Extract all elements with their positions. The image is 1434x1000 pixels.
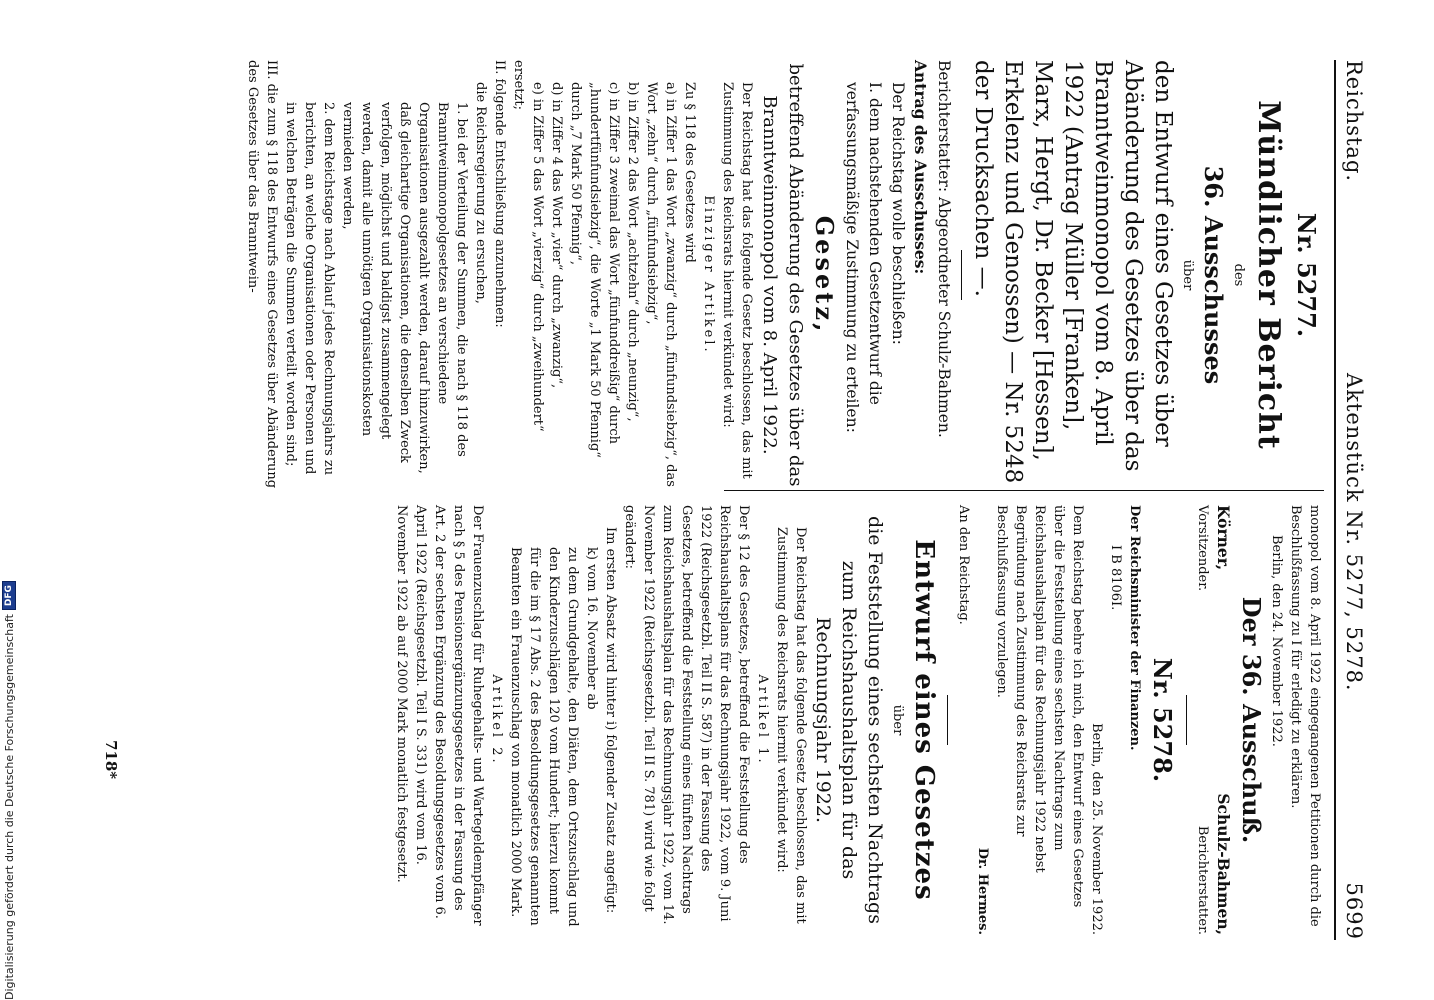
minister: Der Reichsminister der Finanzen.: [1127, 505, 1142, 751]
item-ii-2: 2. dem Reichstage nach Ablauf jedes Rechnungsjahrs zu berichten, an welche Organisationen oder Personen und in welchen Beträgen die Summen verteilt worden sind;: [283, 102, 336, 476]
report-date: Berlin, den 24. November 1922.: [1269, 535, 1284, 747]
item-ii: II. folgende Entschließung anzunehmen:: [492, 60, 507, 328]
dfg-logo: DFG: [2, 581, 16, 610]
sig-left-name: Körner,: [1214, 505, 1233, 571]
doc-number-5278: Nr. 5278.: [1148, 657, 1177, 783]
artikel-2-heading: Artikel 2.: [489, 674, 504, 766]
item-iii: III. die zum § 118 des Entwurfs eines Gesetzes über Abänderung des Gesetzes über das Branntwein-: [245, 60, 279, 489]
item-i: I. dem nachstehenden Gesetzentwurf die verfassungsmäßige Zustimmung zu erteilen:: [843, 82, 884, 433]
gesetz-heading: Gesetz,: [810, 215, 839, 335]
des-label: des: [1231, 263, 1246, 287]
letter-signer: Dr. Hermes.: [975, 847, 990, 935]
artikel-1-k: k) vom 16. November ab: [584, 547, 599, 710]
letter-date: Berlin, den 25. November 1922.: [1089, 723, 1104, 935]
artikel-1-absatz: Im ersten Absatz wird hinter i) folgender Zusatz angefügt:: [603, 527, 618, 914]
footer-page-number: 718*: [102, 740, 120, 780]
item-b: b) in Ziffer 2 das Wort „achtzehn“ durch „neunzig“,: [625, 82, 640, 422]
artikel-2-text: Der Frauenzuschlag für Ruhegehalts- und Wartegeldempfänger nach § 5 des Pensionsergänzungsgesetzes in der Fassung des Art. 2 der sechsten Ergänzung des Besoldungsgesetzes vom 6. April 1922 (Reichsgesetzbl. Teil I S. 331) wird vom 16. November 1922 ab auf 2000 Mark monatlich festgesetzt.: [394, 505, 485, 926]
gesetz-intro: Der Reichstag hat das folgende Gesetz beschlossen, das mit Zustimmung des Reichsrats hiermit verkündet wird:: [720, 82, 754, 479]
artikel-1-text: Der § 12 des Gesetzes, betreffend die Feststellung des Reichshaushaltsplans für das Rechnungsjahr 1922, vom 9. Juni 1922 (Reichsgesetzbl. Teil II S. 587) in der Fassung des Gesetzes, betreffend die Feststellung eines fünften Nachtrags zum Reichshaushaltsplan für das Rechnungsjahr 1922, vom 14. November 1922 (Reichsgesetzbl. Teil II S. 781) wird wie folgt geändert:: [622, 505, 751, 925]
column-left: [243, 60, 1324, 490]
item-ii-intro: die Reichsregierung zu ersuchen,: [473, 82, 488, 304]
section-rule: [961, 250, 962, 300]
ausschuss-signature: Der 36. Ausschuß.: [1237, 596, 1266, 844]
document-page: [80, 0, 1370, 1000]
item-c: c) in Ziffer 3 zweimal das Wort „fünfunddreißig“ durch „hundertfünfundsiebzig“, die Worte „1 Mark 50 Pfennig“ durch „7 Mark 50 Pfennig“,: [568, 82, 621, 458]
sig-right-name: Schulz-Bahmen,: [1214, 793, 1233, 935]
entwurf-ueber: über: [890, 704, 905, 736]
page-header: [1338, 60, 1370, 940]
item-a: a) in Ziffer 1 das Wort „zwanzig“ durch „fünfundsiebzig“, das Wort „zehn“ durch „fünfundsiebzig“,: [644, 82, 678, 487]
doc-title: Mündlicher Bericht: [1251, 100, 1286, 450]
doc-number: Nr. 5277.: [1292, 212, 1321, 338]
gesetz-title: betreffend Abänderung des Gesetzes über das Branntweinmonopol vom 8. April 1922.: [759, 63, 806, 487]
entwurf-subject: die Feststellung eines sechsten Nachtrags zum Reichshaushaltsplan für das Rechnungsjahr 1922.: [812, 516, 886, 924]
minister-ref: I B 8106I.: [1108, 545, 1123, 611]
header-center: Aktenstück Nr. 5277, 5278.: [1342, 373, 1366, 692]
sig-right-role: Berichterstatter.: [1195, 825, 1210, 935]
header-left: Reichstag.: [1342, 60, 1366, 183]
zu-118: Zu § 118 des Gesetzes wird: [682, 82, 697, 263]
signature-right: [1193, 793, 1235, 935]
entwurf-title: Entwurf eines Gesetzes: [909, 539, 939, 901]
artikel-heading: Einziger Artikel.: [701, 195, 716, 355]
item-d: d) in Ziffer 4 das Wort „vier“ durch „zwanzig“,: [549, 82, 564, 389]
report-subject: den Entwurf eines Gesetzes über Abänderung des Gesetzes über das Branntweinmonopol vom 8. April 1922 (Antrag Müller [Franken], Marx, Hergt, Dr. Becker [Hessen], Erkelenz und Genossen) — Nr. 5248 der Drucksachen —.: [970, 60, 1176, 484]
signatures: [1193, 505, 1235, 935]
continuation-text: monopol vom 8. April 1922 eingegangenen Petitionen durch die Beschlußfassung zu I für erledigt zu erklären.: [1288, 505, 1322, 927]
column-divider: [724, 490, 1324, 491]
entwurf-intro: Der Reichstag hat das folgende Gesetz beschlossen, das mit Zustimmung des Reichsrats hiermit verkündet wird:: [774, 527, 808, 924]
artikel-1-k-text: zu dem Grundgehalte, den Diäten, dem Ortszuschlag und den Kinderzuschlägen 120 vom Hundert; hierzu kommt für die im § 17 Abs. 2 des Besoldungsgesetzes genannten Beamten ein Frauenzuschlag von monatlich 2000 Mark.: [508, 547, 580, 927]
berichterstatter: Berichterstatter: Abgeordneter Schulz-Bahmen.: [935, 60, 953, 438]
item-e: e) in Ziffer 5 das Wort „vierzig“ durch „zweihundert“: [530, 82, 545, 432]
antrag-heading: Antrag des Ausschusses:: [911, 60, 930, 275]
section-rule-3: [947, 695, 948, 745]
antrag-intro: Der Reichstag wolle beschließen:: [889, 82, 907, 345]
funder-note: [2, 0, 16, 1000]
ueber-label: über: [1180, 259, 1195, 291]
column-right: [392, 505, 1324, 935]
header-rule: [1334, 60, 1336, 940]
letter-body: Dem Reichstag beehre ich mich, den Entwurf eines Gesetzes über die Feststellung eines sechsten Nachtrags zum Reichshaushaltsplan für das Rechnungsjahr 1922 nebst Begründung nach Zustimmung des Reichsrats zur Beschlußfassung vorzulegen.: [994, 505, 1085, 908]
ausschuss-title: 36. Ausschusses: [1199, 165, 1228, 385]
item-ii-1: 1. bei der Verteilung der Summen, die nach § 118 des Branntweinmonopolgesetzes an verschiedene Organisationen ausgezahlt werden, darauf hinzuwirken, daß gleichartige Organisationen, die denselben Zweck verfolgen, möglichst und baldigst zusammengelegt werden, damit alle unnötigen Organisationskosten vermieden werden,: [340, 102, 469, 474]
section-rule-2: [1186, 695, 1187, 745]
funder-text: Digitalisierung gefördert durch die Deutsche Forschungsgemeinschaft: [2, 614, 16, 1000]
header-page-number: 5699: [1342, 882, 1366, 940]
ersetzt: ersetzt;: [511, 60, 526, 110]
artikel-1-heading: Artikel 1.: [755, 674, 770, 766]
sig-left-role: Vorsitzender.: [1195, 505, 1210, 592]
letter-recipient: An den Reichstag.: [956, 505, 971, 625]
signature-left: [1193, 505, 1235, 591]
